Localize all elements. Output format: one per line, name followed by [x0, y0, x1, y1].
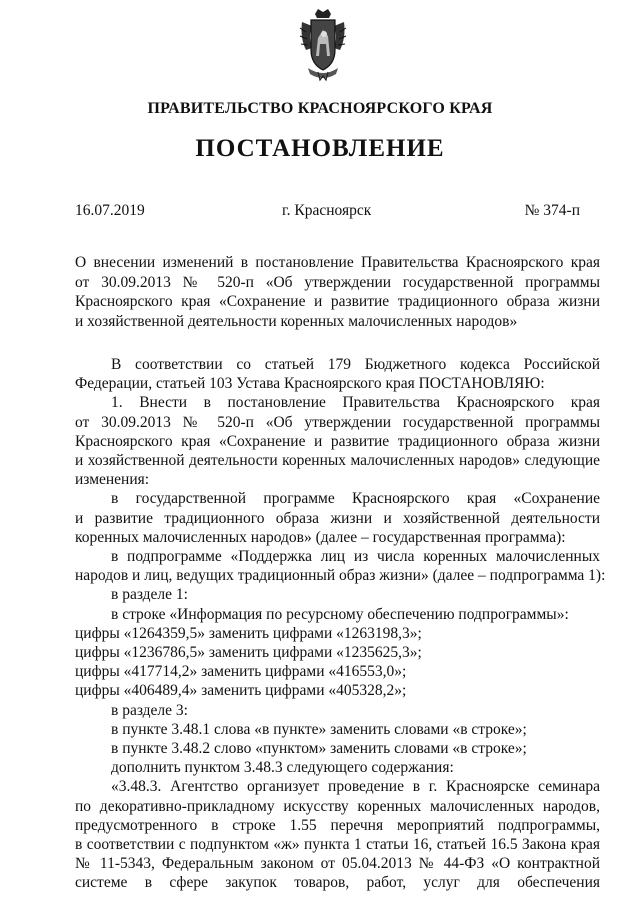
body-line: системе в сфере закупок товаров, работ, услуг для обеспечения: [75, 874, 600, 892]
body-line: коренных малочисленных народов» (далее – государственная программа):: [75, 528, 566, 546]
coat-of-arms-icon: [298, 8, 348, 82]
body-line: цифры «406489,4» заменить цифрами «405328,2»;: [75, 682, 407, 700]
government-name: ПРАВИТЕЛЬСТВО КРАСНОЯРСКОГО КРАЯ: [147, 100, 493, 117]
subject-line: от 30.09.2013 № 520-п «Об утверждении государственной программы: [75, 273, 600, 291]
document-subject: [75, 253, 600, 331]
body-line: № 11-5343, Федеральным законом от 05.04.2013 № 44-ФЗ «О контрактной: [75, 855, 600, 873]
body-line: в строке «Информация по ресурсному обеспечению подпрограммы»:: [111, 605, 569, 623]
body-line: в соответствии с подпунктом «ж» пункта 1 статьи 16, статьей 16.5 Закона края: [75, 836, 600, 854]
body-line: 1. Внести в постановление Правительства Красноярского края: [111, 394, 600, 412]
document-city: г. Красноярск: [282, 202, 372, 219]
document-type-title: ПОСТАНОВЛЕНИЕ: [195, 135, 445, 162]
document-number: № 374-п: [524, 202, 580, 219]
body-line: и развитие традиционного образа жизни и хозяйственной деятельности: [75, 509, 600, 527]
body-line: от 30.09.2013 № 520-п «Об утверждении государственной программы: [75, 413, 600, 431]
body-line: цифры «1264359,5» заменить цифрами «1263198,3»;: [75, 624, 422, 642]
body-line: изменения:: [75, 471, 150, 489]
body-line: в пункте 3.48.2 слово «пунктом» заменить словами «в строке»;: [111, 740, 527, 758]
body-line: в разделе 1:: [111, 586, 188, 604]
body-line: цифры «417714,2» заменить цифрами «416553,0»;: [75, 663, 407, 681]
body-line: Федерации, статьей 103 Устава Красноярского края ПОСТАНОВЛЯЮ:: [75, 375, 545, 393]
subject-line: и хозяйственной деятельности коренных малочисленных народов»: [75, 312, 518, 330]
body-line: предусмотренного в строке 1.55 перечня мероприятий подпрограммы,: [75, 816, 600, 834]
body-line: в разделе 3:: [111, 701, 188, 719]
document-body: [75, 355, 606, 893]
body-line: В соответствии со статьей 179 Бюджетного кодекса Российской: [111, 356, 600, 373]
subject-line: Красноярского края «Сохранение и развитие традиционного образа жизни: [75, 293, 600, 310]
body-line: цифры «1236786,5» заменить цифрами «1235625,3»;: [75, 644, 422, 662]
body-line: дополнить пунктом 3.48.3 следующего содержания:: [111, 759, 454, 777]
body-line: Красноярского края «Сохранение и развитие традиционного образа жизни: [75, 432, 600, 450]
body-line: в подпрограмме «Поддержка лиц из числа коренных малочисленных: [111, 548, 600, 566]
body-line: и хозяйственной деятельности коренных малочисленных народов» следующие: [75, 452, 600, 470]
body-line: народов и лиц, ведущих традиционный образ жизни» (далее – подпрограмма 1):: [75, 567, 606, 585]
document-date: 16.07.2019: [75, 202, 145, 219]
subject-line: О внесении изменений в постановление Правительства Красноярского края: [75, 254, 600, 271]
body-line: в государственной программе Красноярского края «Сохранение: [111, 490, 600, 508]
body-line: «3.48.3. Агентство организует проведение в г. Красноярске семинара: [111, 778, 600, 796]
body-line: по декоративно-прикладному искусству коренных малочисленных народов,: [75, 797, 600, 815]
body-line: в пункте 3.48.1 слова «в пункте» заменить словами «в строке»;: [111, 720, 527, 738]
